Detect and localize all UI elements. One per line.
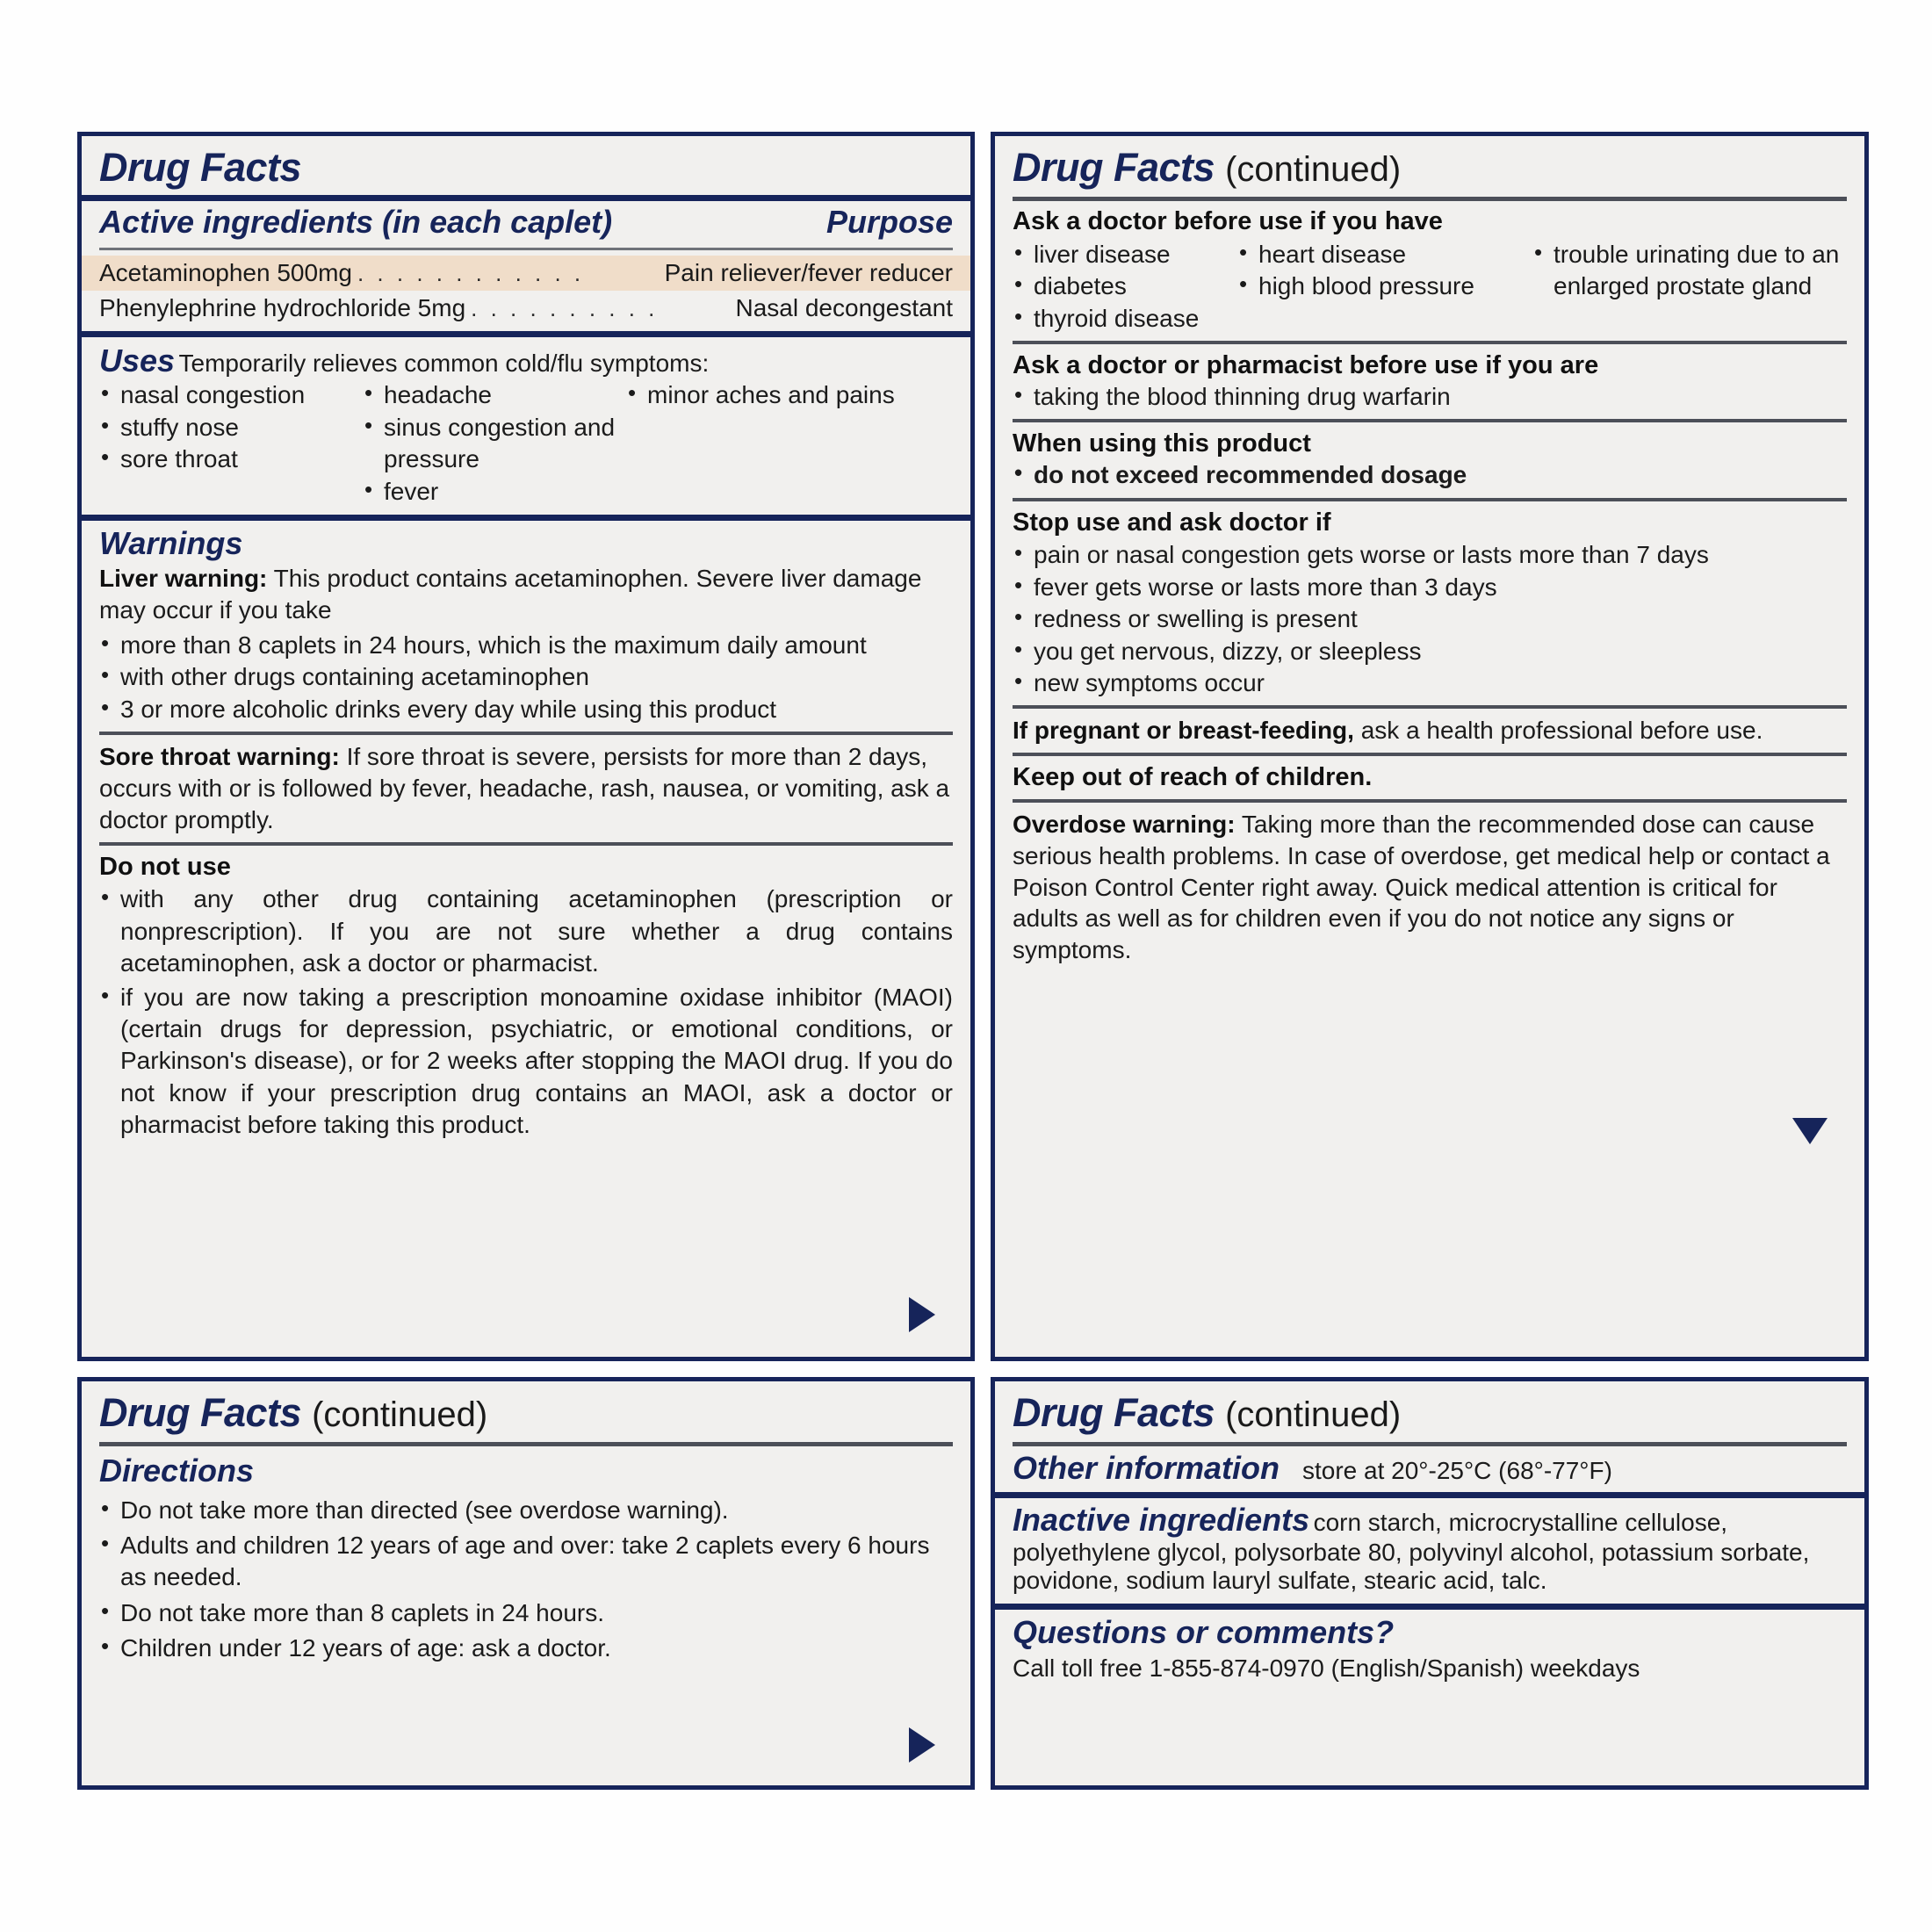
liver-warning-label: Liver warning:	[99, 565, 268, 593]
condition-item: • liver disease	[1013, 239, 1232, 270]
panel-title-top-left	[82, 136, 970, 195]
questions-text: Call toll free 1-855-874-0970 (English/Spanish) weekdays	[1013, 1654, 1640, 1682]
panel-title-bottom-right	[995, 1381, 1864, 1440]
drug-facts-title-text: Drug Facts	[1013, 1390, 1215, 1435]
keep-out-text: Keep out of reach of children.	[1013, 763, 1373, 792]
ask-pharmacist-section	[995, 350, 1864, 413]
active-ingredient-row-1	[82, 256, 970, 291]
when-using-heading: When using this product	[1013, 429, 1311, 458]
active-ingredients-header-row	[82, 201, 970, 242]
questions-section	[995, 1610, 1864, 1692]
conditions-grid	[995, 239, 1864, 335]
condition-item: • trouble urinating due to an enlarged prostate gland	[1532, 239, 1847, 335]
panel-top-left	[77, 132, 975, 1361]
drug-facts-title-text: Drug Facts	[99, 1390, 302, 1435]
stop-use-heading: Stop use and ask doctor if	[1013, 508, 1331, 537]
active-ingredient-name-2: Phenylephrine hydrochloride 5mg	[99, 293, 466, 321]
list-item: • headache	[363, 379, 626, 411]
list-item: • with other drugs containing acetaminophen	[99, 661, 953, 693]
sore-throat-text: If sore throat is severe, persists for more than 2 days, occurs with or is followed by fever, headache, rash, nausea, or vomiting, ask a doctor promptly.	[99, 743, 950, 833]
other-information-section	[995, 1446, 1864, 1489]
uses-bullet-grid	[82, 379, 970, 508]
divider-when-using	[1013, 419, 1847, 422]
sore-throat-section	[82, 741, 970, 835]
uses-column-3	[626, 379, 953, 508]
divider-questions	[995, 1604, 1864, 1610]
divider-stop-use	[1013, 498, 1847, 501]
divider-overdose	[1013, 799, 1847, 803]
list-item: • fever gets worse or lasts more than 3 days	[1013, 572, 1847, 603]
do-not-use-section	[82, 852, 970, 1142]
list-item: • do not exceed recommended dosage	[1013, 459, 1847, 491]
divider-keep-out	[1013, 753, 1847, 756]
drug-facts-title-text: Drug Facts	[1013, 145, 1215, 190]
uses-column-1	[99, 379, 363, 508]
overdose-label: Overdose warning:	[1013, 810, 1236, 838]
ask-pharmacist-heading: Ask a doctor or pharmacist before use if you are	[1013, 351, 1599, 380]
other-information-heading: Other information	[1013, 1450, 1280, 1487]
uses-heading: Uses	[99, 342, 176, 379]
directions-section	[82, 1446, 970, 1664]
inactive-ingredients-text: corn starch, microcrystalline cellulose, polyethylene glycol, polysorbate 80, polyvinyl alcohol, potassium sorbate, povidone, sodium lauryl sulfate, stearic acid, talc.	[1013, 1509, 1810, 1595]
warnings-section	[82, 521, 970, 725]
list-item: • if you are now taking a prescription monoamine oxidase inhibitor (MAOI) (certain drugs for depression, psychiatric, or emotional conditions, or Parkinson's disease), or for 2 weeks after stopping the MAOI drug. If you do not know if your prescription drug contains an MAOI, ask a doctor or pharmacist before taking this product.	[99, 982, 953, 1142]
list-item: • pain or nasal congestion gets worse or lasts more than 7 days	[1013, 539, 1847, 571]
overdose-section	[995, 809, 1864, 966]
divider-title-rule	[82, 195, 970, 201]
list-item: • sinus congestion and pressure	[363, 412, 626, 476]
sore-throat-paragraph	[99, 741, 953, 835]
warnings-heading: Warnings	[99, 524, 243, 561]
panel-top-right	[991, 132, 1869, 1361]
active-ingredient-name-1: Acetaminophen 500mg	[99, 258, 352, 286]
spacer-cell	[1237, 303, 1527, 335]
list-item: • Do not take more than directed (see overdose warning).	[99, 1495, 953, 1526]
title-continued-text: (continued)	[1225, 150, 1402, 189]
leader-dots: . . . . . . . . . . . .	[357, 259, 585, 286]
condition-item: • high blood pressure	[1237, 270, 1527, 302]
divider-do-not-use	[99, 842, 953, 846]
list-item: • new symptoms occur	[1013, 667, 1847, 699]
triangle-right-icon	[909, 1297, 935, 1332]
list-item: • with any other drug containing acetaminophen (prescription or nonprescription). If you are not sure whether a drug contains acetaminophen, ask a doctor or pharmacist.	[99, 883, 953, 979]
list-item: • you get nervous, dizzy, or sleepless	[1013, 636, 1847, 667]
ask-doctor-section	[995, 201, 1864, 237]
divider-inactive	[995, 1492, 1864, 1498]
triangle-down-icon	[1792, 1118, 1827, 1144]
panel-title-top-right	[995, 136, 1864, 195]
divider-warnings	[82, 515, 970, 521]
liver-warning-text: This product contains acetaminophen. Severe liver damage may occur if you take	[99, 565, 922, 624]
drug-facts-title-text: Drug Facts	[99, 145, 302, 190]
list-item: • fever	[363, 476, 626, 508]
overdose-text: Taking more than the recommended dose can cause serious health problems. In case of overdose, get medical help or contact a Poison Control Center right away. Quick medical attention is critical for adults as well as for children even if you do not notice any signs or symptoms.	[1013, 810, 1830, 964]
divider-sore-throat	[99, 732, 953, 735]
liver-warning-paragraph	[99, 563, 953, 626]
active-ingredient-purpose-2: Nasal decongestant	[735, 293, 953, 321]
condition-item: • thyroid disease	[1013, 303, 1232, 335]
purpose-heading: Purpose	[825, 204, 953, 241]
active-ingredients-heading: Active ingredients (in each caplet)	[99, 204, 613, 241]
do-not-use-bullets	[99, 883, 953, 1141]
directions-heading: Directions	[99, 1453, 255, 1489]
when-using-bullets	[1013, 459, 1847, 491]
pregnant-text: ask a health professional before use.	[1360, 717, 1763, 745]
divider-uses	[82, 331, 970, 337]
active-ingredient-purpose-1: Pain reliever/fever reducer	[664, 258, 953, 286]
keep-out-section	[995, 762, 1864, 793]
do-not-use-heading: Do not use	[99, 852, 231, 881]
inactive-ingredients-section	[995, 1498, 1864, 1600]
list-item: • sore throat	[99, 443, 363, 475]
list-item: • stuffy nose	[99, 412, 363, 443]
list-item: • 3 or more alcoholic drinks every day while using this product	[99, 694, 953, 725]
list-item: • nasal congestion	[99, 379, 363, 411]
divider-active-ingredients	[99, 248, 953, 250]
list-item: • redness or swelling is present	[1013, 603, 1847, 635]
list-item: • taking the blood thinning drug warfarin	[1013, 381, 1847, 413]
uses-intro: Temporarily relieves common cold/flu symptoms:	[178, 350, 710, 378]
sore-throat-label: Sore throat warning:	[99, 743, 340, 771]
pregnant-label: If pregnant or breast-feeding,	[1013, 717, 1354, 745]
title-continued-text: (continued)	[312, 1395, 488, 1434]
other-information-text: store at 20°-25°C (68°-77°F)	[1302, 1457, 1612, 1485]
inactive-ingredients-heading: Inactive ingredients	[1013, 1502, 1310, 1539]
directions-bullets	[99, 1495, 953, 1665]
triangle-right-icon	[909, 1727, 935, 1763]
when-using-section	[995, 429, 1864, 491]
list-item: • more than 8 caplets in 24 hours, which is the maximum daily amount	[99, 630, 953, 661]
pregnant-paragraph	[1013, 715, 1847, 746]
overdose-paragraph	[1013, 809, 1847, 966]
leader-dots: . . . . . . . . . .	[471, 294, 659, 321]
panel-grid	[77, 132, 1853, 1774]
list-item: • minor aches and pains	[626, 379, 953, 411]
ask-doctor-heading: Ask a doctor before use if you have	[1013, 207, 1443, 236]
condition-item: • heart disease	[1237, 239, 1527, 270]
uses-section	[82, 337, 970, 379]
uses-column-2	[363, 379, 626, 508]
title-continued-text: (continued)	[1225, 1395, 1402, 1434]
pregnant-section	[995, 715, 1864, 746]
condition-item: • diabetes	[1013, 270, 1232, 302]
panel-bottom-right	[991, 1377, 1869, 1790]
list-item: • Adults and children 12 years of age and over: take 2 caplets every 6 hours as needed.	[99, 1530, 953, 1594]
active-ingredient-row-2	[82, 291, 970, 326]
ask-pharmacist-bullets	[1013, 381, 1847, 413]
questions-heading: Questions or comments?	[1013, 1614, 1395, 1651]
panel-title-bottom-left	[82, 1381, 970, 1440]
stop-use-bullets	[1013, 539, 1847, 699]
list-item: • Do not take more than 8 caplets in 24 hours.	[99, 1597, 953, 1629]
panel-bottom-left	[77, 1377, 975, 1790]
list-item: • Children under 12 years of age: ask a doctor.	[99, 1633, 953, 1664]
liver-warning-bullets	[99, 630, 953, 725]
divider-ask-pharmacist	[1013, 341, 1847, 344]
stop-use-section	[995, 508, 1864, 700]
divider-pregnant	[1013, 705, 1847, 709]
